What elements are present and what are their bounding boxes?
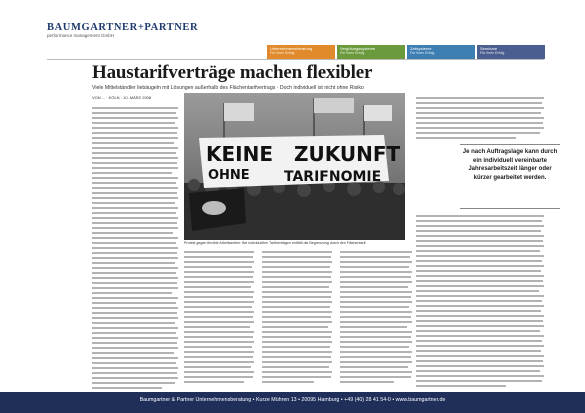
footer-contact: Baumgartner & Partner Unternehmensberatung • Kurze Mühren 13 • 20095 Hamburg • +49 (40) 28 41 54-0 • www.baumgartner.de [139, 397, 446, 403]
banner-word-4: TARIFNOMIE [284, 169, 382, 185]
tab-seminars[interactable] [477, 45, 545, 59]
body-column-right-bottom [416, 214, 546, 390]
brand-tagline: performance management GmbH [47, 33, 115, 38]
tab-consulting[interactable] [267, 45, 335, 59]
article-subhead: Viele Mittelständler liebäugeln mit Lösungen außerhalb des Flächentarifvertrags · Doch individuell ist nicht ohne Risiko [92, 85, 364, 91]
body-column-right-top [416, 96, 546, 146]
tab-compensation-sub: Für Ihren Erfolg [340, 51, 365, 55]
pull-quote: Je nach Auftragslage kann durch ein individuell vereinbarte Jahresarbeitszeit länger oder kürzer gearbeitet werden. [462, 149, 558, 181]
article-byline: VON ... · KÖLN · 10. MÄRZ 2008 [92, 95, 152, 100]
body-columns-middle [184, 250, 414, 390]
tab-seminars-sub: Für Ihren Erfolg [480, 51, 505, 55]
photo-caption: Protest gegen flexible Arbeitszeiten: Bei individuellen Tarifverträgen entfällt die Begrenzung durch den Flächentarif. [184, 241, 367, 245]
banner-word-3: OHNE [208, 168, 250, 183]
protest-photo-graphic [184, 93, 405, 240]
nav-tabs [267, 45, 547, 59]
tab-time-systems-sub: Für Ihren Erfolg [410, 51, 435, 55]
brand-logo: BAUMGARTNER+PARTNER [47, 22, 199, 33]
banner-word-1: KEINE [206, 142, 274, 166]
banner-word-2: ZUKUNFT [294, 142, 401, 166]
quote-top-rule [460, 144, 560, 145]
tab-compensation[interactable] [337, 45, 405, 59]
body-column-1 [92, 106, 180, 391]
tab-time-systems-label: Zeitsysteme [410, 46, 432, 51]
quote-bottom-rule [460, 208, 560, 209]
tab-compensation-label: Vergütungssysteme [340, 46, 376, 51]
tab-consulting-label: Unternehmensberatung [270, 46, 313, 51]
tab-time-systems[interactable] [407, 45, 475, 59]
tab-seminars-label: Seminare [480, 46, 498, 51]
article-headline: Haustarifverträge machen flexibler [92, 62, 373, 83]
protest-photo [184, 93, 405, 240]
header-divider [47, 59, 544, 60]
tab-consulting-sub: Für Ihren Erfolg [270, 51, 295, 55]
